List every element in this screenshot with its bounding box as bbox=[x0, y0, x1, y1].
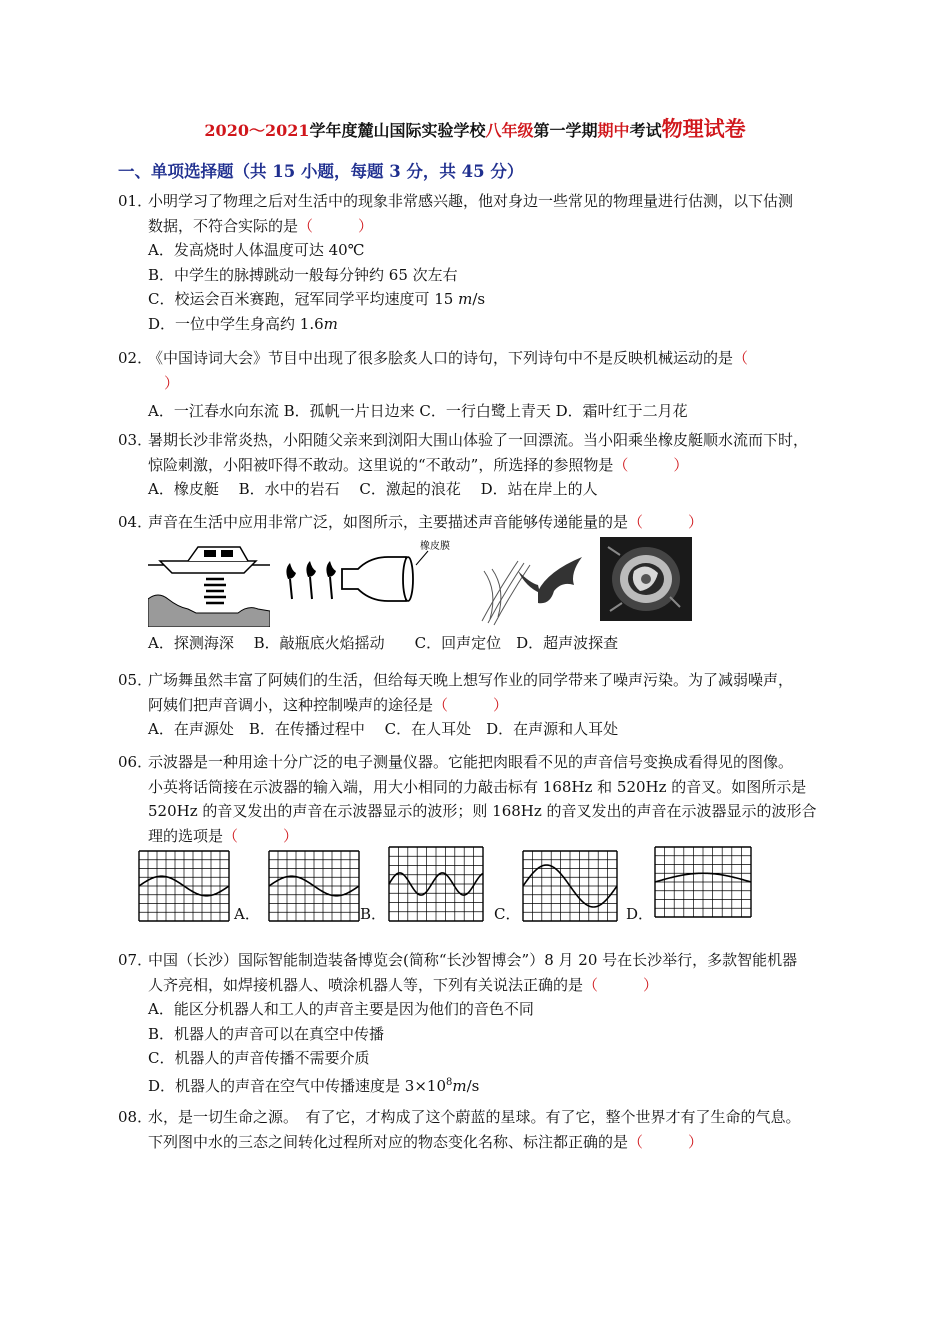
stem-line: 人齐亮相，如焊接机器人、喷涂机器人等，下列有关说法正确的是 bbox=[148, 975, 584, 994]
unit-text: /s bbox=[466, 1076, 480, 1095]
options-row[interactable]: A．一江春水向东流 B．孤帆一片日边来 C．一行白鹭上青天 D．霜叶红于二月花 bbox=[148, 402, 688, 420]
stem-line: 水，是一切生命之源。 有了它，才构成了这个蔚蓝的星球。有了它，整个世界才有了生命的气息。 bbox=[148, 1108, 801, 1126]
answer-blank[interactable]: （ ） bbox=[433, 695, 509, 714]
unit-text: /s bbox=[472, 290, 486, 308]
option-b-label: B． bbox=[360, 905, 387, 923]
stem-line: 理的选项是 bbox=[148, 826, 224, 845]
answer-blank[interactable]: ） bbox=[164, 373, 180, 392]
stem-line: 暑期长沙非常炎热，小阳随父亲来到浏阳大围山体验了一回漂流。当小阳乘坐橡皮艇顺水流而下时， bbox=[148, 431, 809, 449]
oscilloscope-option-a[interactable] bbox=[268, 850, 360, 922]
unit-text: m bbox=[458, 290, 473, 308]
question-number: 02． bbox=[118, 349, 153, 367]
stem-line: 惊险刺激，小阳被吓得不敢动。这里说的“不敢动”，所选择的参照物是 bbox=[148, 455, 614, 474]
option-text: C．校运会百米赛跑，冠军同学平均速度可 15 bbox=[148, 290, 459, 308]
question-stem bbox=[148, 1105, 893, 1154]
answer-blank[interactable]: （ ） bbox=[583, 975, 659, 994]
answer-blank[interactable]: （ bbox=[733, 349, 749, 367]
question-08 bbox=[118, 1105, 893, 1154]
unit-text: m bbox=[452, 1076, 467, 1095]
option-c-label: C． bbox=[494, 905, 521, 923]
stem-line: 520Hz 的音叉发出的声音在示波器显示的波形；则 168Hz 的音叉发出的声音在示波器显示的波形合 bbox=[148, 802, 817, 820]
title-term: 第一学期 bbox=[533, 121, 598, 140]
title-school: 学年度麓山国际实验学校 bbox=[309, 121, 486, 140]
question-04 bbox=[118, 510, 893, 655]
exponent: 8 bbox=[446, 1076, 453, 1088]
answer-blank[interactable]: （ ） bbox=[223, 826, 299, 845]
section-heading: 一、单项选择题（共 15 小题，每题 3 分，共 45 分） bbox=[118, 162, 524, 181]
question-02 bbox=[118, 346, 893, 424]
question-stem bbox=[148, 510, 893, 535]
title-years: 2020～2021 bbox=[204, 121, 310, 140]
stem-line: 中国（长沙）国际智能制造装备博览会(简称“长沙智博会”）8 月 20 号在长沙举行，多款智能机器 bbox=[148, 951, 798, 969]
option-d-label: D． bbox=[626, 905, 654, 923]
stem-line: 数据，不符合实际的是 bbox=[148, 216, 299, 235]
option-text: D．一位中学生身高约 1.6 bbox=[148, 314, 324, 333]
oscilloscope-reference bbox=[138, 850, 230, 922]
option-a[interactable]: A．发高烧时人体温度可达 40℃ bbox=[148, 241, 365, 259]
rubber-membrane-label: 橡皮膜 bbox=[420, 540, 450, 552]
option-b[interactable]: B．中学生的脉搏跳动一般每分钟约 65 次左右 bbox=[148, 265, 458, 284]
unit-text: m bbox=[323, 314, 338, 333]
stem-line: 广场舞虽然丰富了阿姨们的生活，但给每天晚上想写作业的同学带来了噪声污染。为了减弱噪声， bbox=[148, 671, 794, 689]
question-number: 08． bbox=[118, 1108, 153, 1126]
options-row[interactable]: A．在声源处 B．在传播过程中 C．在人耳处 D．在声源和人耳处 bbox=[148, 720, 619, 738]
stem-line: 《中国诗词大会》节目中出现了很多脍炙人口的诗句，下列诗句中不是反映机械运动的是 bbox=[148, 349, 734, 367]
question-number: 01． bbox=[118, 192, 153, 210]
answer-blank[interactable]: （ ） bbox=[628, 513, 704, 531]
answer-blank[interactable]: （ ） bbox=[628, 1132, 704, 1151]
options-row[interactable]: A．探测海深 B．敲瓶底火焰摇动 C．回声定位 D．超声波探查 bbox=[148, 633, 619, 652]
option-c[interactable] bbox=[148, 287, 893, 312]
question-07 bbox=[118, 948, 893, 1098]
question-stem bbox=[148, 346, 893, 395]
answer-blank[interactable]: （ ） bbox=[613, 455, 689, 474]
question-number: 05． bbox=[118, 671, 153, 689]
option-d[interactable] bbox=[148, 1071, 893, 1099]
oscilloscope-option-c[interactable] bbox=[522, 850, 618, 922]
question-05 bbox=[118, 668, 893, 742]
oscilloscope-option-b[interactable] bbox=[388, 846, 484, 922]
stem-line: 小明学习了物理之后对生活中的现象非常感兴趣，他对身边一些常见的物理量进行估测，以下估测 bbox=[148, 192, 794, 210]
option-text: D．机器人的声音在空气中传播速度是 3×10 bbox=[148, 1076, 446, 1095]
title-grade: 八年级 bbox=[485, 121, 534, 140]
question-stem bbox=[148, 750, 893, 848]
option-a[interactable]: A．能区分机器人和工人的声音主要是因为他们的音色不同 bbox=[148, 1000, 534, 1018]
question-number: 06． bbox=[118, 753, 153, 771]
exam-title bbox=[0, 113, 950, 143]
ultrasound-image bbox=[600, 537, 692, 621]
stem-line: 示波器是一种用途十分广泛的电子测量仪器。它能把肉眼看不见的声音信号变换成看得见的图像。 bbox=[148, 753, 794, 771]
question-number: 04． bbox=[118, 513, 153, 531]
question-stem bbox=[148, 668, 893, 717]
oscilloscope-option-d[interactable] bbox=[654, 846, 752, 918]
question-stem bbox=[148, 948, 893, 997]
oscilloscope-figures bbox=[138, 850, 893, 930]
option-b[interactable]: B．机器人的声音可以在真空中传播 bbox=[148, 1024, 385, 1043]
bat-echolocation-image bbox=[478, 551, 588, 627]
bottle-flame-image bbox=[278, 539, 468, 627]
stem-line: 阿姨们把声音调小，这种控制噪声的途径是 bbox=[148, 695, 434, 714]
stem-line: 小英将话筒接在示波器的输入端，用大小相同的力敲击标有 168Hz 和 520Hz 的音叉。如图所示是 bbox=[148, 777, 807, 796]
option-a-label: A． bbox=[234, 905, 260, 923]
stem-line: 下列图中水的三态之间转化过程所对应的物态变化名称、标注都正确的是 bbox=[148, 1132, 629, 1151]
title-mid: 期中 bbox=[597, 121, 630, 140]
question-01 bbox=[118, 189, 893, 336]
option-d[interactable] bbox=[148, 312, 893, 337]
answer-blank[interactable]: （ ） bbox=[298, 216, 374, 235]
options-row[interactable]: A．橡皮艇 B．水中的岩石 C．激起的浪花 D．站在岸上的人 bbox=[148, 480, 598, 498]
sonar-boat-image bbox=[148, 539, 270, 627]
title-subject: 物理试卷 bbox=[661, 116, 746, 141]
question-06 bbox=[118, 750, 893, 930]
question-stem bbox=[148, 428, 893, 477]
question-03 bbox=[118, 428, 893, 502]
stem-line: 声音在生活中应用非常广泛，如图所示，主要描述声音能够传递能量的是 bbox=[148, 513, 629, 531]
title-exam: 考试 bbox=[629, 121, 662, 140]
question-number: 03． bbox=[118, 431, 153, 449]
question-stem bbox=[148, 189, 893, 238]
question-number: 07． bbox=[118, 951, 153, 969]
option-c[interactable]: C．机器人的声音传播不需要介质 bbox=[148, 1049, 370, 1067]
sound-figures bbox=[148, 539, 893, 631]
